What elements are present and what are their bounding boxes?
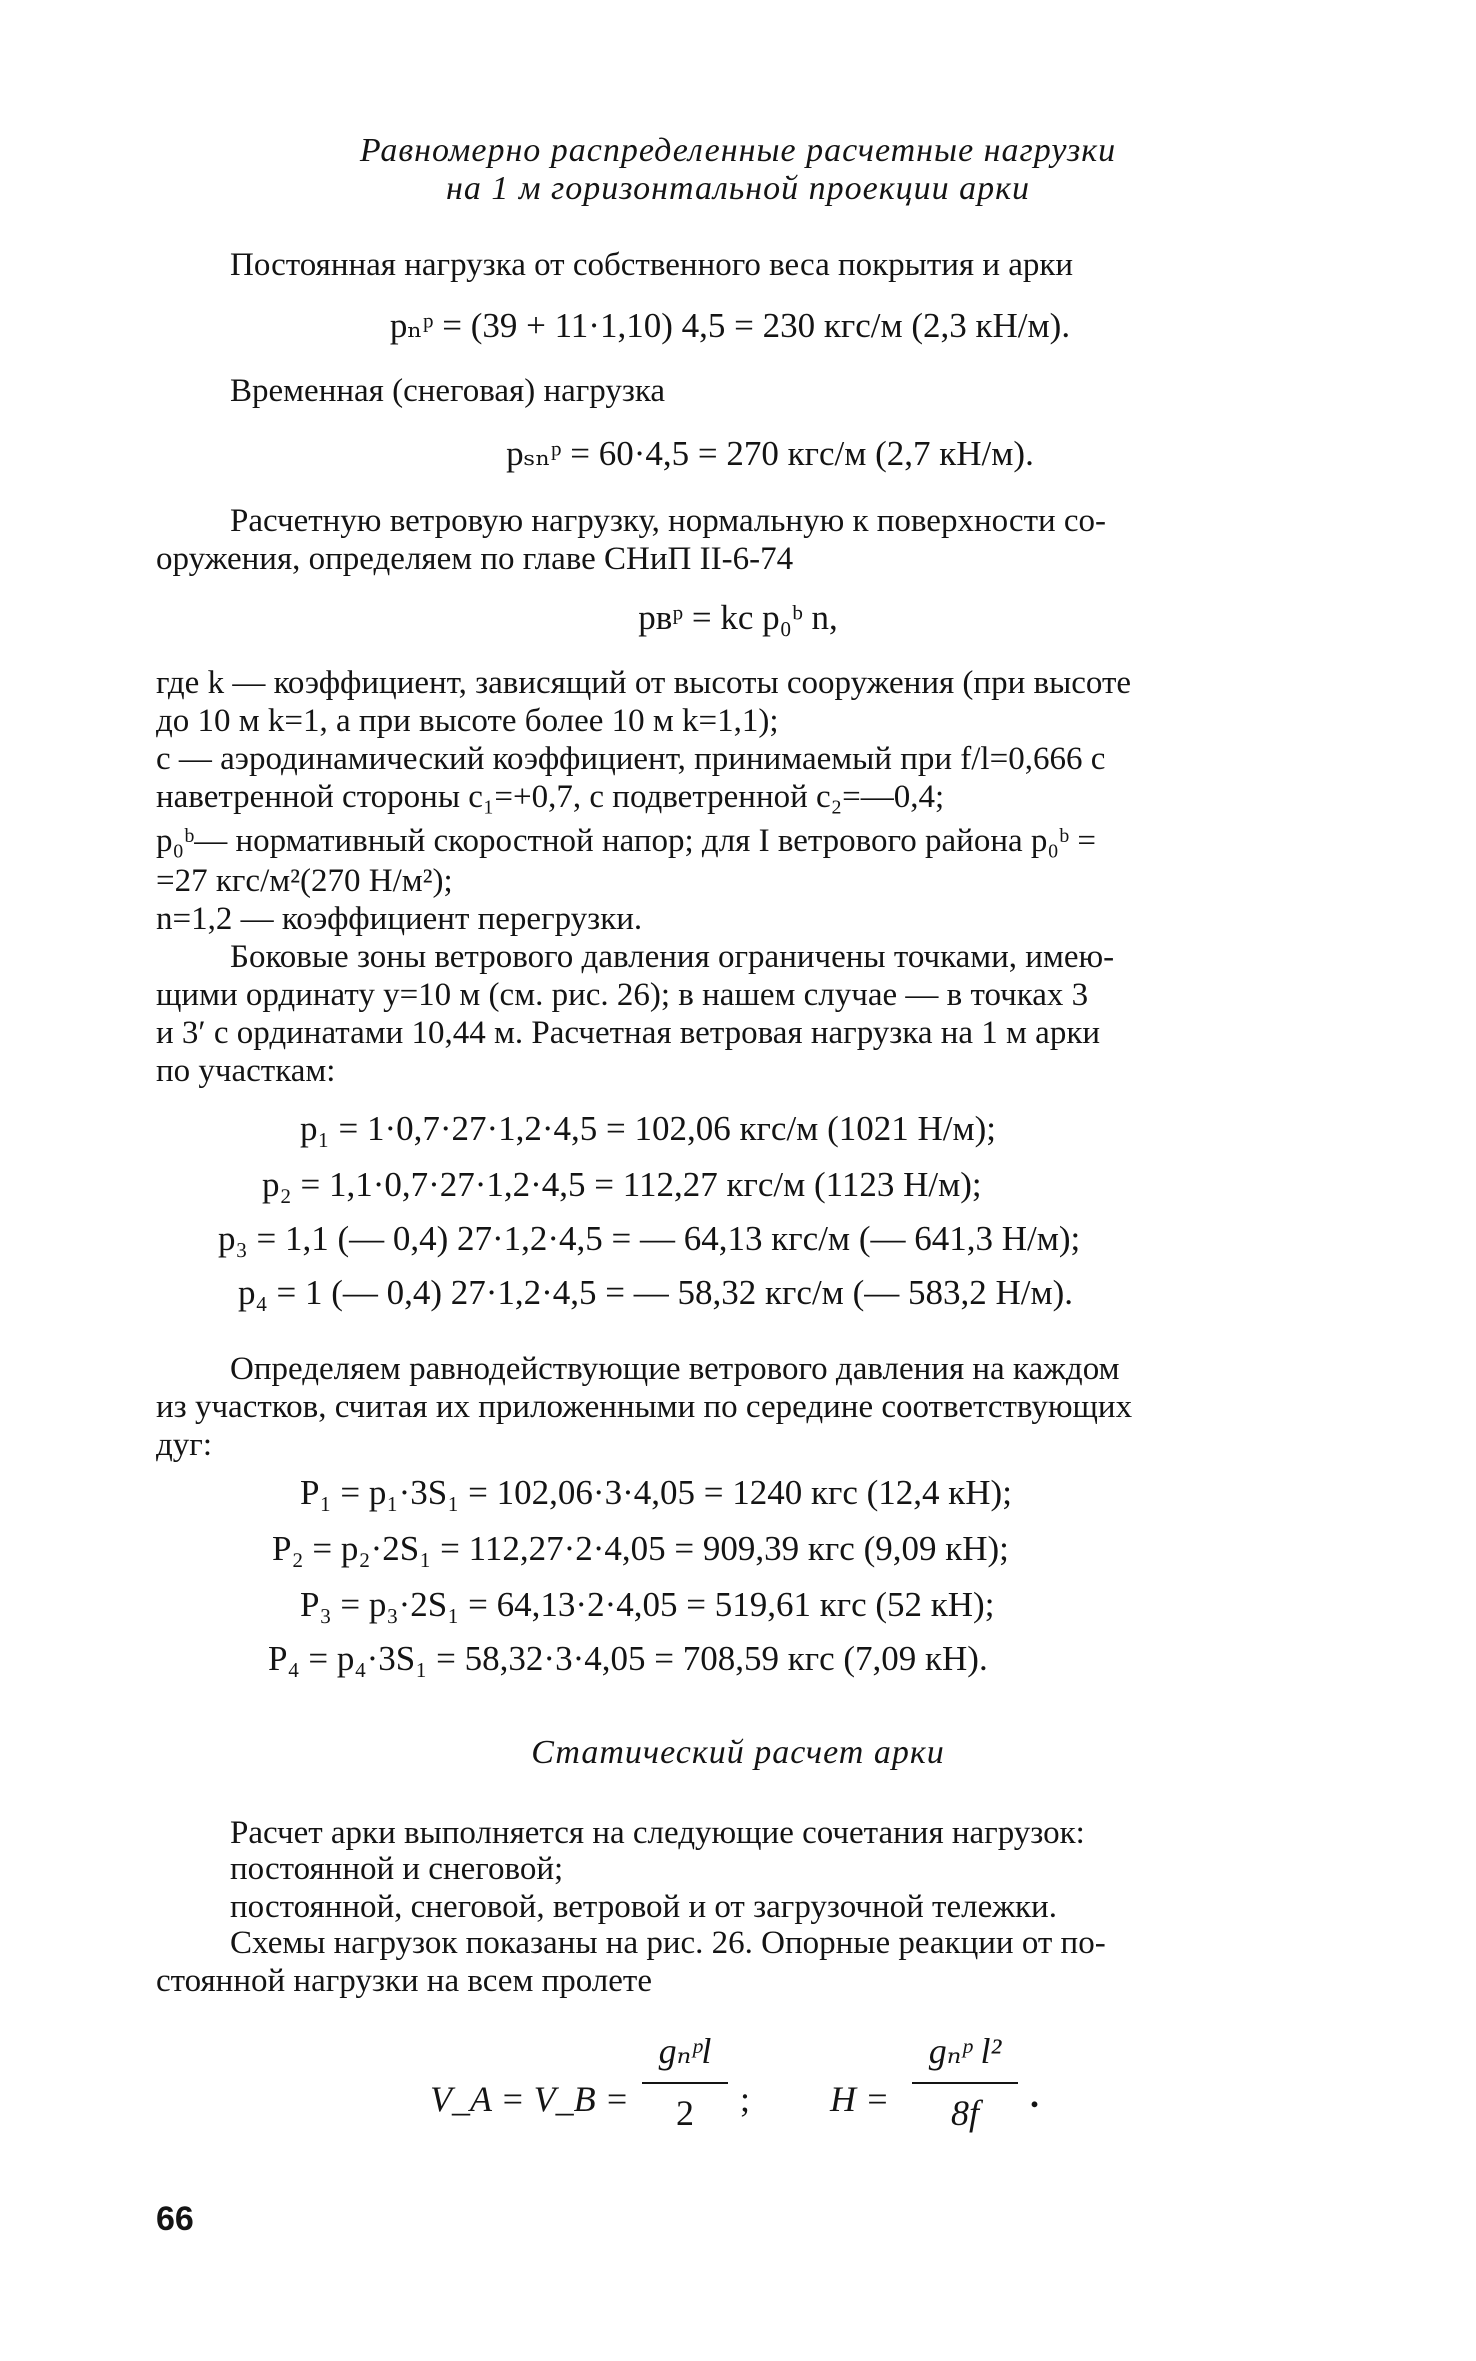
definition-c-line-1: c — аэродинамический коэффициент, принимаемый при f/l=0,666 с xyxy=(156,741,1106,777)
static-line-1: Расчет арки выполняется на следующие сочетания нагрузок: xyxy=(230,1815,1085,1851)
resultant-P1: P₁ = p₁·3S₁ = 102,06·3·4,05 = 1240 кгс (12,4 кН); xyxy=(300,1473,1012,1512)
permanent-load-formula: pₙᵖ = (39 + 11·1,10) 4,5 = 230 кгс/м (2,3 кН/м). xyxy=(389,306,1071,345)
permanent-load-text: Постоянная нагрузка от собственного веса покрытия и арки xyxy=(230,247,1074,283)
section-load-p3: p₃ = 1,1 (— 0,4) 27·1,2·4,5 = — 64,13 кгс/м (— 641,3 Н/м); xyxy=(218,1219,1081,1258)
section-load-p2: p₂ = 1,1·0,7·27·1,2·4,5 = 112,27 кгс/м (1123 Н/м); xyxy=(262,1165,982,1204)
static-line-2: постоянной и снеговой; xyxy=(230,1851,564,1887)
fraction-2-numerator: gₙᵖ l² xyxy=(928,2031,1002,2071)
definition-k-line-2: до 10 м k=1, а при высоте более 10 м k=1,1); xyxy=(156,703,779,739)
static-line-3: постоянной, снеговой, ветровой и от загрузочной тележки. xyxy=(230,1889,1057,1925)
static-line-4: Схемы нагрузок показаны на рис. 26. Опорные реакции от по- xyxy=(230,1925,1106,1961)
resultants-intro-line-2: из участков, считая их приложенными по середине соответствующих xyxy=(156,1389,1133,1425)
definition-p0-line-2: =27 кгс/м²(270 Н/м²); xyxy=(156,863,453,899)
resultants-intro-line-1: Определяем равнодействующие ветрового давления на каждом xyxy=(230,1351,1120,1387)
formula-end-mark: . xyxy=(1030,2075,1039,2115)
reactions-left-side: V_A = V_B = xyxy=(430,2079,629,2119)
section-load-p1: p₁ = 1·0,7·27·1,2·4,5 = 102,06 кгс/м (1021 Н/м); xyxy=(300,1109,997,1148)
fraction-1-numerator: gₙᵖl xyxy=(658,2031,712,2071)
wind-zones-line-3: и 3′ с ординатами 10,44 м. Расчетная ветровая нагрузка на 1 м арки xyxy=(156,1015,1101,1051)
fraction-2-denominator: 8f xyxy=(950,2093,979,2133)
support-reactions-formula xyxy=(430,2030,1130,2160)
snow-load-formula: pₛₙᵖ = 60·4,5 = 270 кгс/м (2,7 кН/м). xyxy=(506,434,1034,473)
definition-c-line-2: наветренной стороны c₁=+0,7, с подветренной c₂=—0,4; xyxy=(156,779,945,815)
wind-zones-line-2: щими ординату y=10 м (см. рис. 26); в нашем случае — в точках 3 xyxy=(156,977,1089,1013)
resultants-intro-line-3: дуг: xyxy=(156,1427,212,1463)
section-heading-line-2: на 1 м горизонтальной проекции арки xyxy=(445,170,1031,207)
static-calc-heading: Статический расчет арки xyxy=(531,1734,945,1771)
section-load-p4: p₄ = 1 (— 0,4) 27·1,2·4,5 = — 58,32 кгс/м (— 583,2 Н/м). xyxy=(238,1273,1074,1312)
wind-zones-line-1: Боковые зоны ветрового давления ограничены точками, имею- xyxy=(230,939,1115,975)
reactions-separator: ; xyxy=(740,2079,751,2119)
wind-load-formula: pвᵖ = kc p₀ᵇ n, xyxy=(638,598,838,637)
fraction-1-denominator: 2 xyxy=(676,2093,694,2133)
definition-n: n=1,2 — коэффициент перегрузки. xyxy=(156,901,643,937)
wind-intro-line-2: оружения, определяем по главе СНиП II-6-74 xyxy=(156,541,794,577)
fraction-1-bar xyxy=(642,2082,728,2084)
wind-intro-line-1: Расчетную ветровую нагрузку, нормальную к поверхности со- xyxy=(230,503,1107,539)
definition-k-line-1: где k — коэффициент, зависящий от высоты сооружения (при высоте xyxy=(156,665,1132,701)
wind-zones-line-4: по участкам: xyxy=(156,1053,336,1089)
section-heading-line-1: Равномерно распределенные расчетные нагрузки xyxy=(359,132,1117,169)
thrust-left-side: H = xyxy=(830,2079,890,2119)
resultant-P2: P₂ = p₂·2S₁ = 112,27·2·4,05 = 909,39 кгс (9,09 кН); xyxy=(272,1529,1009,1568)
resultant-P3: P₃ = p₃·2S₁ = 64,13·2·4,05 = 519,61 кгс (52 кН); xyxy=(300,1585,995,1624)
resultant-P4: P₄ = p₄·3S₁ = 58,32·3·4,05 = 708,59 кгс (7,09 кН). xyxy=(268,1639,988,1678)
static-line-5: стоянной нагрузки на всем пролете xyxy=(156,1963,652,1999)
page-number: 66 xyxy=(156,2200,194,2238)
fraction-2-bar xyxy=(912,2082,1018,2084)
definition-p0-line-1: p₀ᵇ— нормативный скоростной напор; для I ветрового района p₀ᵇ = xyxy=(156,823,1096,859)
snow-load-text: Временная (снеговая) нагрузка xyxy=(230,373,666,409)
